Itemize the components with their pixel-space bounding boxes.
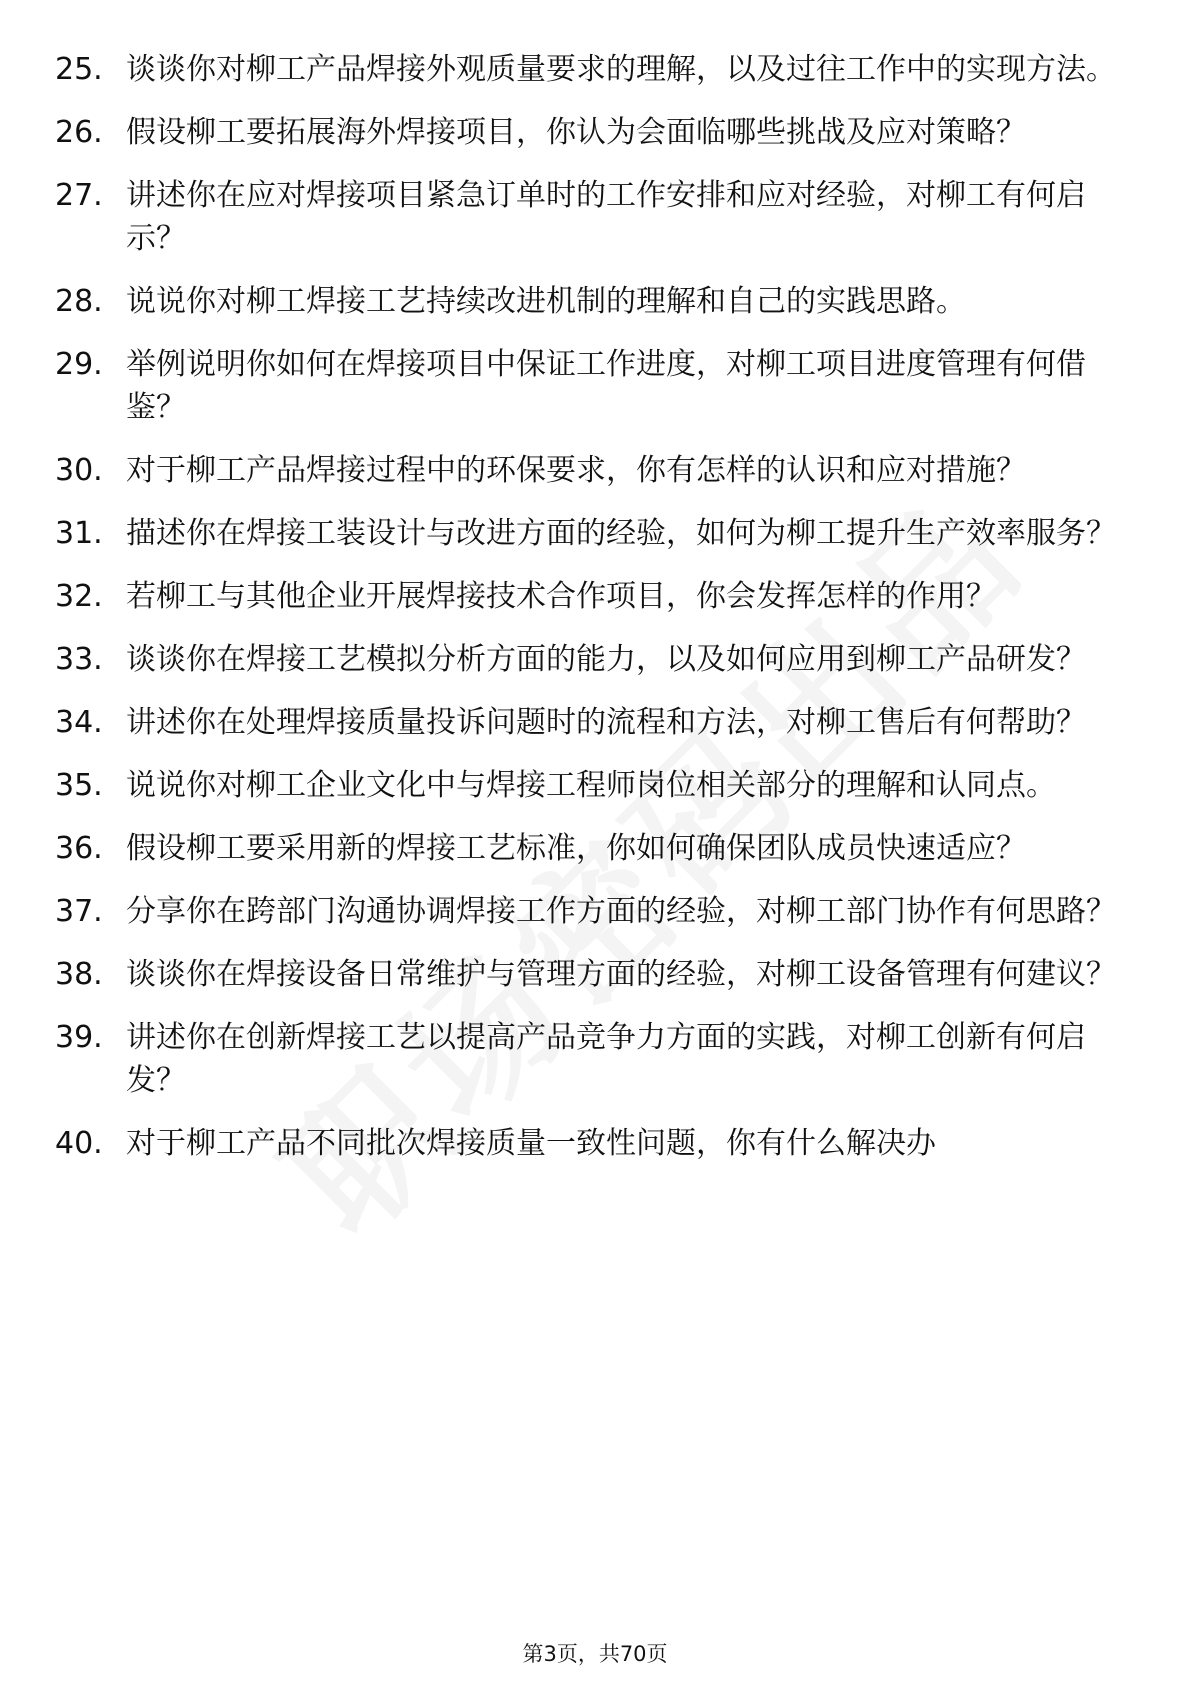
- question-text: 谈谈你在焊接工艺模拟分析方面的能力，以及如何应用到柳工产品研发？: [126, 642, 1086, 677]
- question-text: 谈谈你在焊接设备日常维护与管理方面的经验，对柳工设备管理有何建议？: [126, 957, 1116, 992]
- question-item: [55, 174, 1125, 260]
- question-text: 假设柳工要采用新的焊接工艺标准，你如何确保团队成员快速适应？: [126, 831, 1026, 866]
- question-item: [55, 1016, 1125, 1102]
- question-text: 举例说明你如何在焊接项目中保证工作进度，对柳工项目进度管理有何借鉴？: [126, 347, 1086, 425]
- question-number: 32.: [55, 579, 103, 614]
- question-text: 对于柳工产品不同批次焊接质量一致性问题，你有什么解决办: [126, 1126, 936, 1161]
- question-number: 36.: [55, 831, 103, 866]
- question-list: [55, 48, 1125, 1185]
- question-number: 35.: [55, 768, 103, 803]
- question-number: 29.: [55, 347, 103, 382]
- question-text: 说说你对柳工焊接工艺持续改进机制的理解和自己的实践思路。: [126, 284, 966, 319]
- page-footer: 第3页，共70页: [522, 1642, 668, 1666]
- question-number: 30.: [55, 453, 103, 488]
- question-text: 讲述你在创新焊接工艺以提高产品竞争力方面的实践，对柳工创新有何启发？: [126, 1020, 1086, 1098]
- question-text: 假设柳工要拓展海外焊接项目，你认为会面临哪些挑战及应对策略？: [126, 115, 1026, 150]
- question-number: 26.: [55, 115, 103, 150]
- question-text: 分享你在跨部门沟通协调焊接工作方面的经验，对柳工部门协作有何思路？: [126, 894, 1116, 929]
- question-text: 谈谈你对柳工产品焊接外观质量要求的理解，以及过往工作中的实现方法。: [126, 52, 1116, 87]
- question-item: [55, 449, 1125, 492]
- question-number: 27.: [55, 178, 103, 213]
- question-text: 讲述你在处理焊接质量投诉问题时的流程和方法，对柳工售后有何帮助？: [126, 705, 1086, 740]
- question-item: [55, 512, 1125, 555]
- question-number: 31.: [55, 516, 103, 551]
- question-number: 37.: [55, 894, 103, 929]
- question-text: 对于柳工产品焊接过程中的环保要求，你有怎样的认识和应对措施？: [126, 453, 1026, 488]
- question-item: [55, 638, 1125, 681]
- question-item: [55, 575, 1125, 618]
- question-item: [55, 111, 1125, 154]
- question-text: 讲述你在应对焊接项目紧急订单时的工作安排和应对经验，对柳工有何启示？: [126, 178, 1086, 256]
- question-number: 25.: [55, 52, 103, 87]
- question-text: 若柳工与其他企业开展焊接技术合作项目，你会发挥怎样的作用？: [126, 579, 996, 614]
- question-number: 40.: [55, 1126, 103, 1161]
- question-item: [55, 890, 1125, 933]
- question-item: [55, 953, 1125, 996]
- question-item: [55, 1122, 1125, 1165]
- question-item: [55, 280, 1125, 323]
- question-number: 34.: [55, 705, 103, 740]
- question-text: 描述你在焊接工装设计与改进方面的经验，如何为柳工提升生产效率服务？: [126, 516, 1116, 551]
- question-item: [55, 701, 1125, 744]
- question-item: [55, 343, 1125, 429]
- question-item: [55, 48, 1125, 91]
- question-number: 38.: [55, 957, 103, 992]
- question-item: [55, 827, 1125, 870]
- question-item: [55, 764, 1125, 807]
- question-number: 33.: [55, 642, 103, 677]
- question-text: 说说你对柳工企业文化中与焊接工程师岗位相关部分的理解和认同点。: [126, 768, 1056, 803]
- question-number: 28.: [55, 284, 103, 319]
- question-number: 39.: [55, 1020, 103, 1055]
